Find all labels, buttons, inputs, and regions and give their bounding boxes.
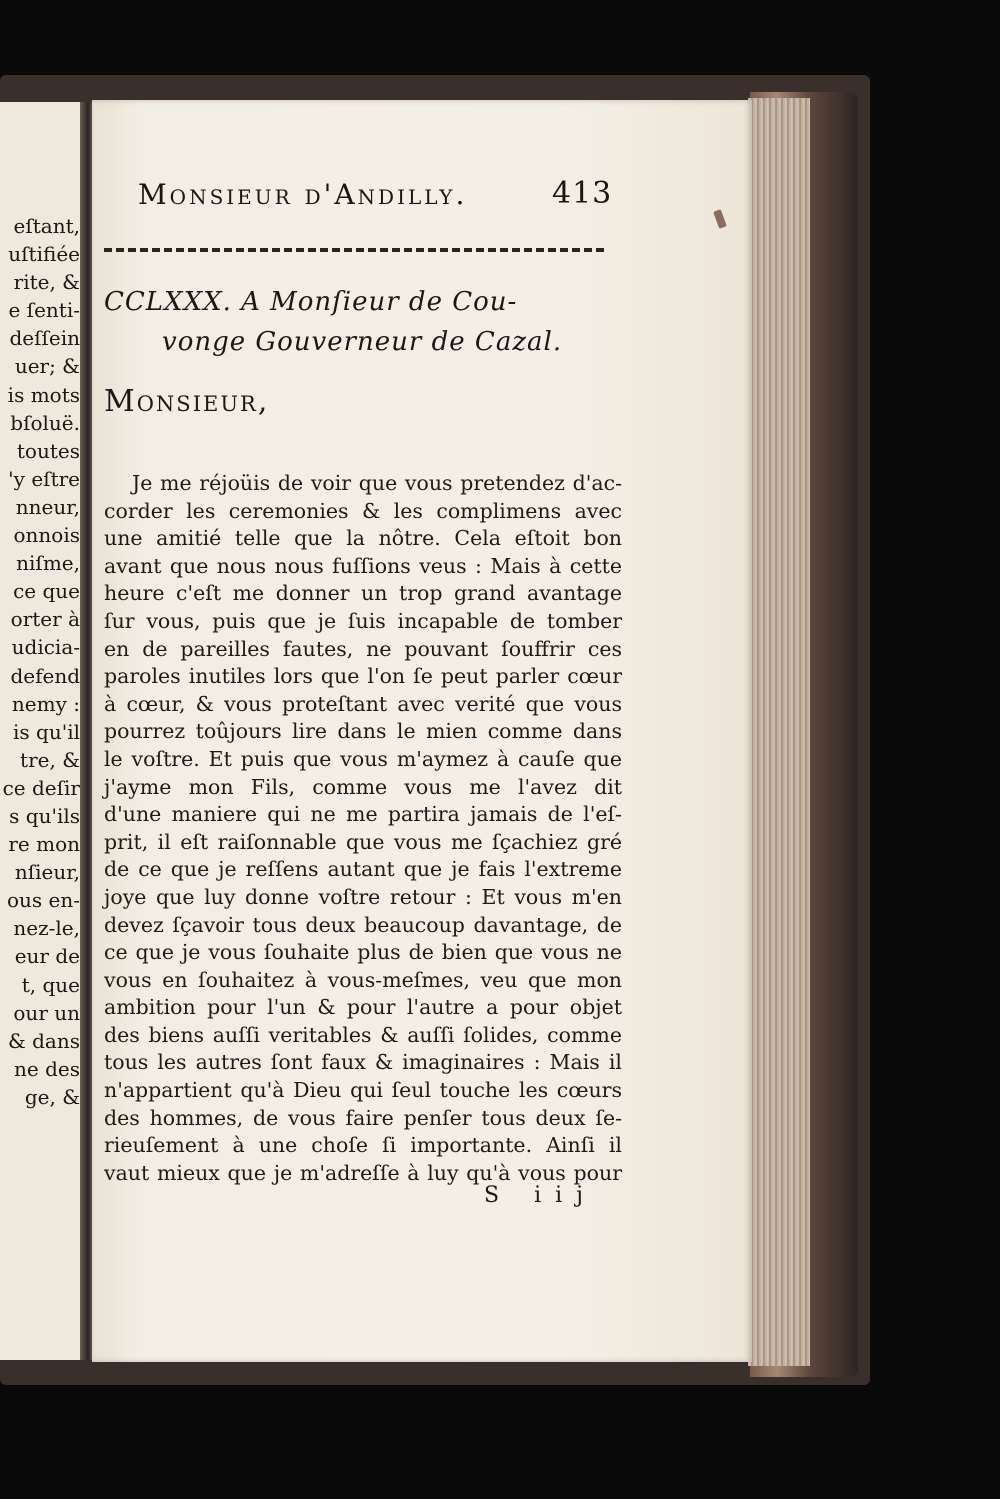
left-page-line: nez-le, xyxy=(13,916,80,941)
running-head xyxy=(138,176,618,216)
letter-heading xyxy=(104,282,624,362)
left-page-line: tre, & xyxy=(20,747,80,772)
body-line: des biens auſſi veritables & auſſi ſolides, comme xyxy=(104,1022,622,1047)
left-page-line: s qu'ils xyxy=(9,803,80,828)
body-line: des hommes, de vous faire penſer tous deux ſe- xyxy=(104,1105,622,1130)
header-rule xyxy=(104,248,604,252)
left-page-line: re mon xyxy=(8,832,80,857)
left-page-text xyxy=(0,212,80,1111)
left-page-line: ge, & xyxy=(24,1084,80,1109)
left-page-line: t, que xyxy=(21,972,80,997)
left-page xyxy=(0,102,84,1360)
body-line: pourrez toûjours lire dans le mien comme dans xyxy=(104,719,622,744)
left-page-line: 'y eſtre xyxy=(8,466,80,491)
page-fore-edge xyxy=(748,98,810,1366)
body-line: ambition pour l'un & pour l'autre a pour objet xyxy=(104,995,622,1020)
left-page-line: deſſein xyxy=(9,326,80,351)
body-line: vaut mieux que je m'adreſſe à luy qu'à vous pour xyxy=(104,1160,622,1185)
body-line: en de pareilles fautes, ne pouvant ſouffrir ces xyxy=(104,636,622,661)
left-page-line: toutes xyxy=(16,438,80,463)
left-page-line: ce deſir xyxy=(2,775,80,800)
body-line: une amitié telle que la nôtre. Cela eſtoit bon xyxy=(104,526,622,551)
left-page-line: bſoluë. xyxy=(10,410,80,435)
left-page-line: nemy : xyxy=(11,691,80,716)
body-line: Je me réjoüis de voir que vous pretendez d'ac- xyxy=(132,471,622,495)
letter-heading-line-1: CCLXXX. A Monſieur de Cou- xyxy=(104,287,518,317)
body-line: heure c'eſt me donner un trop grand avantage xyxy=(104,581,622,606)
letter-heading-line-2: vonge Gouverneur de Cazal. xyxy=(162,327,563,357)
left-page-line: nneur, xyxy=(15,494,80,519)
left-page-line: rite, & xyxy=(13,270,80,295)
left-page-line: ne des xyxy=(14,1056,80,1081)
running-head-title: Monsieur d'Andilly. xyxy=(138,178,468,211)
body-line: j'ayme mon Fils, comme vous me l'avez dit xyxy=(104,774,622,799)
body-line: devez ſçavoir tous deux beaucoup davantage, de xyxy=(104,912,622,937)
body-line: n'appartient qu'à Dieu qui ſeul touche les cœurs xyxy=(104,1078,622,1103)
letter-body xyxy=(104,470,622,1187)
left-page-line: defend xyxy=(10,663,80,688)
body-line: de ce que je reſſens autant que je fais l'extreme xyxy=(104,857,622,882)
page-number: 413 xyxy=(552,176,613,211)
left-page-line: our un xyxy=(13,1000,80,1025)
body-line: prit, il eſt raiſonnable que vous me ſçachiez gré xyxy=(104,829,622,854)
body-line: vous en ſouhaitez à vous-meſmes, veu que mon xyxy=(104,967,622,992)
body-line: rieuſement à une choſe ſi importante. Ainſi il xyxy=(104,1133,622,1158)
body-line: d'une maniere qui ne me partira jamais de l'eſ- xyxy=(104,802,622,827)
left-page-line: uſtifiée xyxy=(8,242,80,267)
body-line: avant que nous nous fuſſions veus : Mais à cette xyxy=(104,553,622,578)
left-page-line: eur de xyxy=(14,944,80,969)
left-page-line: & dans xyxy=(7,1028,80,1053)
signature-mark: S iij xyxy=(484,1183,597,1208)
left-page-line: ous en- xyxy=(6,888,80,913)
left-page-line: niſme, xyxy=(16,551,80,576)
left-page-line: ce que xyxy=(13,579,80,604)
left-page-line: eſtant, xyxy=(13,214,80,238)
body-line: corder les ceremonies & les complimens avec xyxy=(104,498,622,523)
body-line: ce que je vous ſouhaite plus de bien que vous ne xyxy=(104,940,622,965)
left-page-line: onnois xyxy=(13,523,80,548)
body-line: tous les autres ſont faux & imaginaires : Mais il xyxy=(104,1050,622,1075)
body-line: ſur vous, puis que je ſuis incapable de tomber xyxy=(104,608,622,633)
left-page-line: is qu'il xyxy=(13,719,80,744)
body-line: paroles inutiles lors que l'on ſe peut parler cœur xyxy=(104,664,622,689)
body-line: joye que luy donne voſtre retour : Et vous m'en xyxy=(104,884,622,909)
body-line: le voſtre. Et puis que vous m'aymez à cauſe que xyxy=(104,746,622,771)
left-page-line: nſieur, xyxy=(14,860,80,885)
left-page-line: uer; & xyxy=(14,354,80,379)
salutation: Monsieur, xyxy=(104,384,270,419)
left-page-line: orter à xyxy=(10,607,80,632)
body-line: à cœur, & vous proteſtant avec verité que vous xyxy=(104,691,622,716)
left-page-line: e ſenti- xyxy=(8,298,80,323)
left-page-line: is mots xyxy=(7,382,80,407)
left-page-line: udicia- xyxy=(11,635,80,660)
